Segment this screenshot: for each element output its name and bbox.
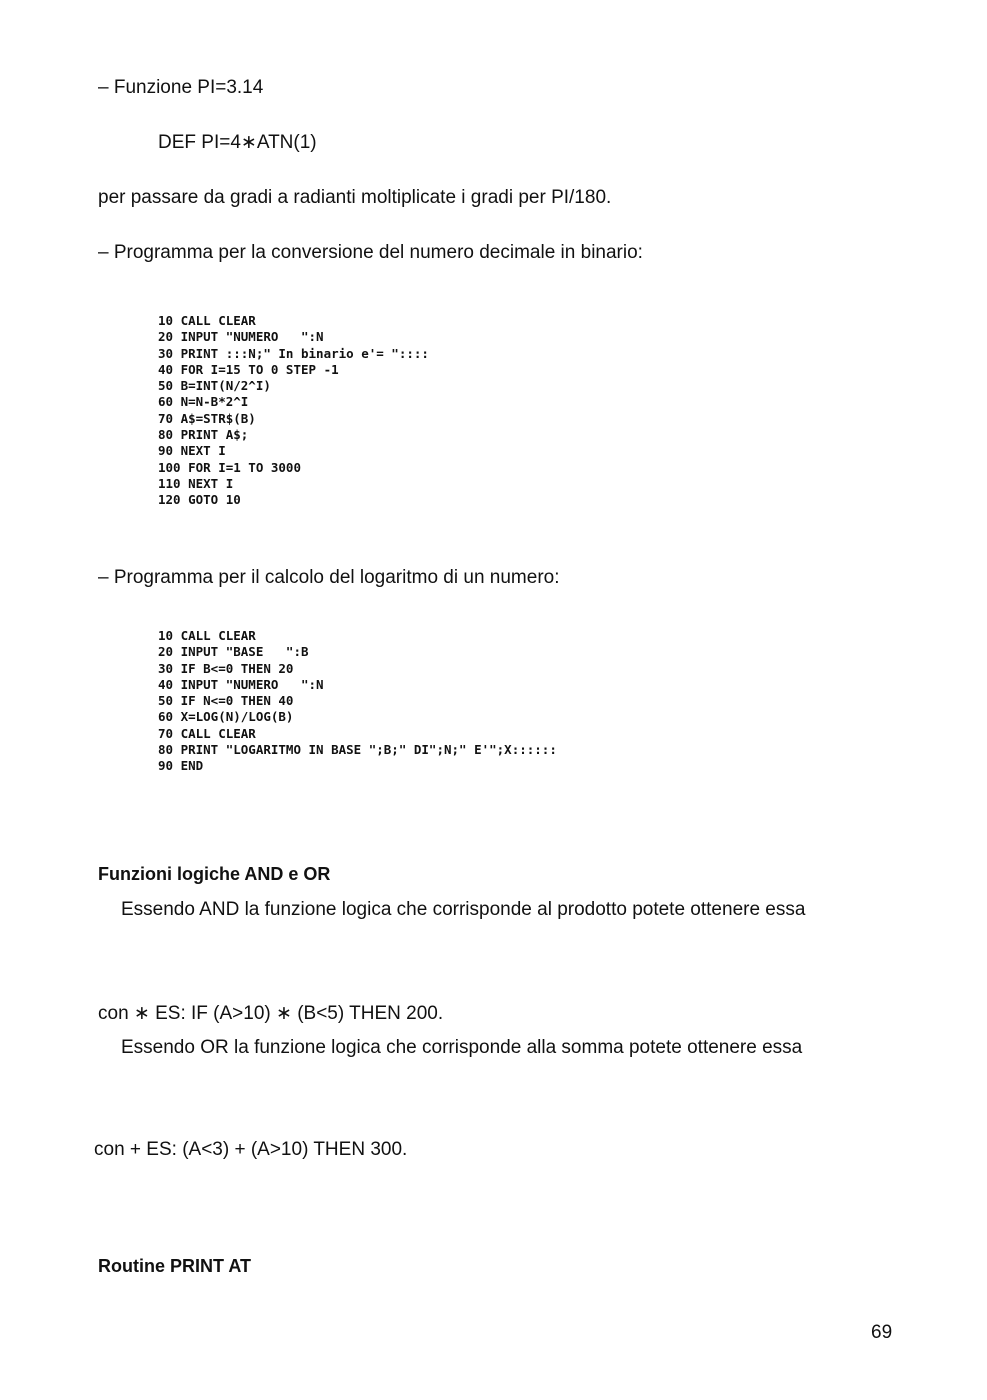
routine-heading: Routine PRINT AT bbox=[98, 1256, 251, 1276]
code-line: 10 CALL CLEAR bbox=[158, 313, 256, 328]
code-line: 50 IF N<=0 THEN 40 bbox=[158, 693, 294, 709]
code-line: 90 END bbox=[158, 758, 204, 774]
code-line: 60 N=N-B*2^I bbox=[158, 394, 249, 410]
log-program-listing bbox=[158, 628, 557, 775]
code-line: 30 IF B<=0 THEN 20 bbox=[158, 660, 294, 676]
binary-program-intro: – Programma per la conversione del numero decimale in binario: bbox=[98, 242, 643, 263]
code-line: 30 PRINT :::N;" In binario e'= ":::: bbox=[158, 345, 429, 361]
log-program-intro: – Programma per il calcolo del logaritmo di un numero: bbox=[98, 567, 560, 588]
code-line: 60 X=LOG(N)/LOG(B) bbox=[158, 709, 294, 725]
code-line: 120 GOTO 10 bbox=[158, 492, 241, 508]
logic-section-heading: Funzioni logiche AND e OR bbox=[98, 864, 331, 884]
code-line: 20 INPUT "NUMERO ":N bbox=[158, 329, 324, 345]
and-example: con ∗ ES: IF (A>10) ∗ (B<5) THEN 200. bbox=[98, 1003, 444, 1024]
code-line: 40 INPUT "NUMERO ":N bbox=[158, 676, 324, 692]
code-line: 110 NEXT I bbox=[158, 475, 234, 491]
or-description: Essendo OR la funzione logica che corrisponde alla somma potete ottenere essa bbox=[121, 1037, 803, 1058]
code-line: 70 A$=STR$(B) bbox=[158, 410, 256, 426]
code-line: 20 INPUT "BASE ":B bbox=[158, 644, 309, 660]
page-number: 69 bbox=[871, 1322, 893, 1343]
code-line: 100 FOR I=1 TO 3000 bbox=[158, 459, 301, 475]
code-line: 80 PRINT A$; bbox=[158, 427, 249, 443]
code-line: 50 B=INT(N/2^I) bbox=[158, 378, 271, 394]
pi-note: per passare da gradi a radianti moltiplicate i gradi per PI/180. bbox=[98, 187, 612, 208]
pi-formula: DEF PI=4∗ATN(1) bbox=[158, 132, 317, 153]
code-line: 70 CALL CLEAR bbox=[158, 725, 256, 741]
and-description: Essendo AND la funzione logica che corrisponde al prodotto potete ottenere essa bbox=[121, 899, 806, 920]
code-line: 40 FOR I=15 TO 0 STEP -1 bbox=[158, 361, 339, 377]
binary-program-listing bbox=[158, 313, 429, 509]
or-example: con + ES: (A<3) + (A>10) THEN 300. bbox=[94, 1139, 408, 1160]
code-line: 90 NEXT I bbox=[158, 443, 226, 459]
code-line: 10 CALL CLEAR bbox=[158, 628, 256, 643]
code-line: 80 PRINT "LOGARITMO IN BASE ";B;" DI";N;" E'";X:::::: bbox=[158, 742, 557, 758]
pi-section-title: – Funzione PI=3.14 bbox=[98, 77, 264, 98]
